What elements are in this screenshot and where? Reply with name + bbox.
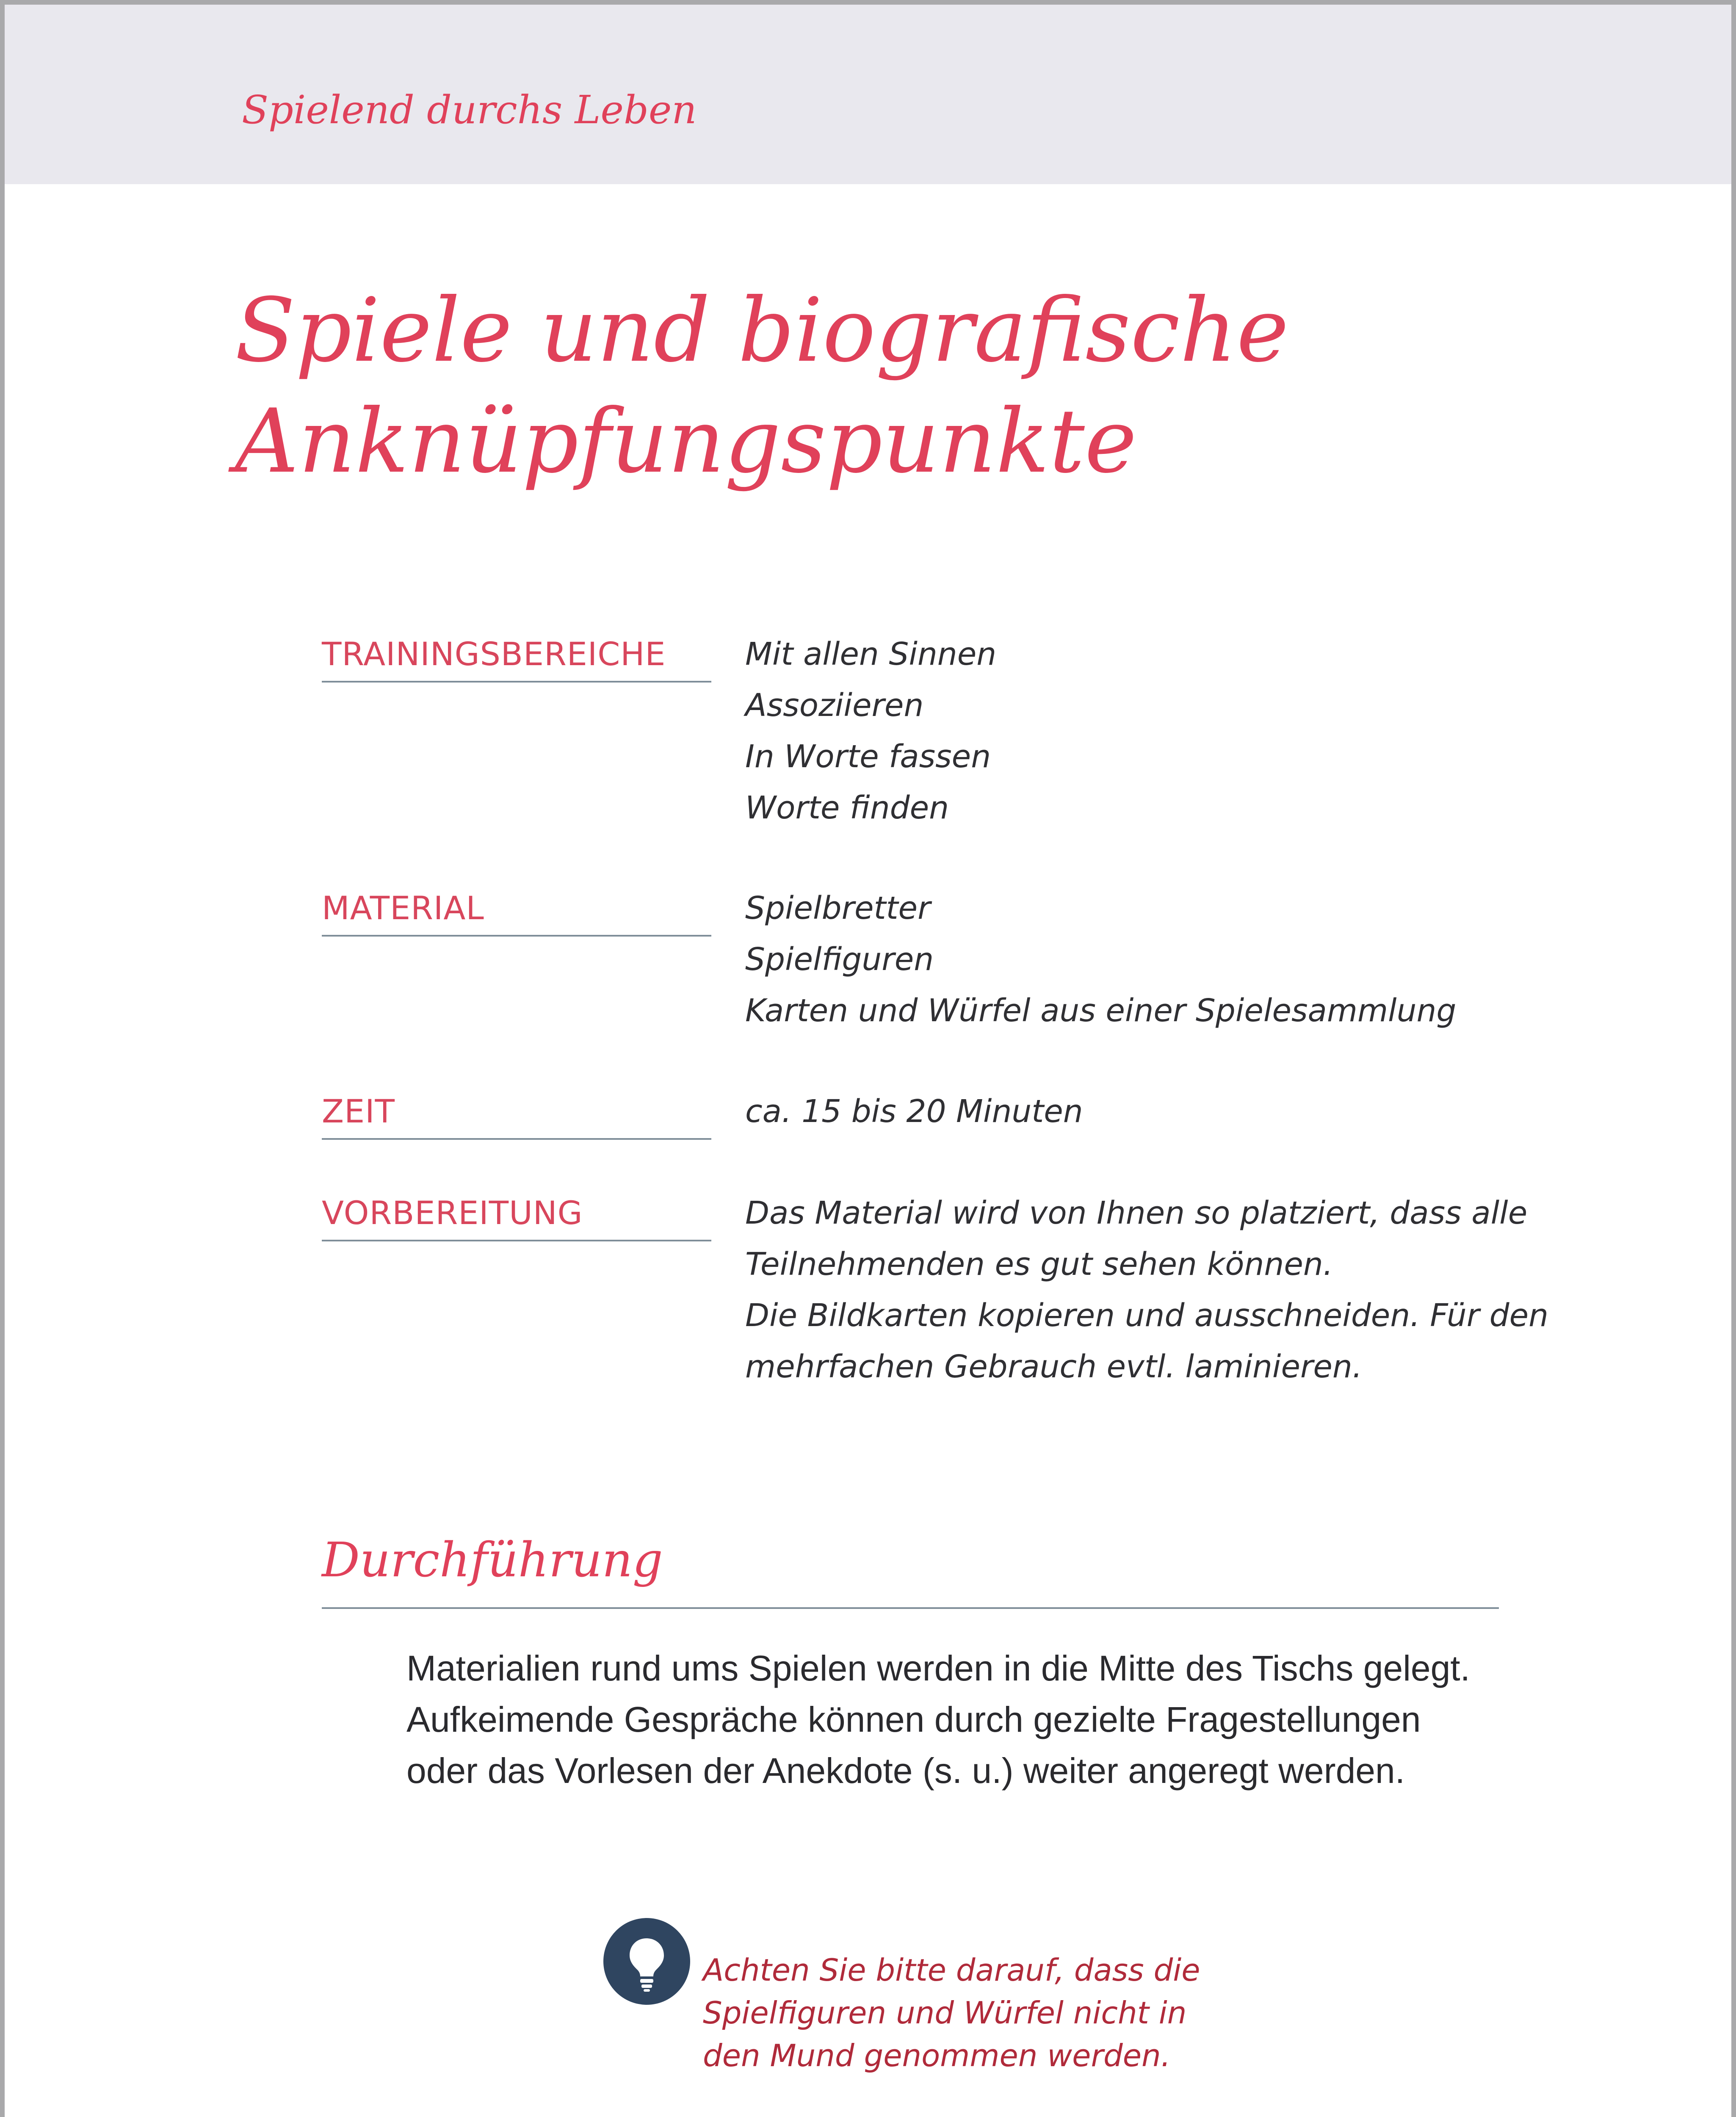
info-label-material: MATERIAL <box>322 889 711 937</box>
procedure-line: Aufkeimende Gespräche können durch gezielte Fragestellungen <box>406 1700 1421 1739</box>
info-values-material <box>745 883 1550 1036</box>
info-values-preparation <box>745 1188 1550 1393</box>
info-value: Assoziieren <box>745 687 924 724</box>
tip-text <box>703 1949 1338 2077</box>
info-value: In Worte fassen <box>745 738 991 775</box>
page-title <box>235 275 1548 497</box>
info-value: Das Material wird von Ihnen so platziert, dass alle <box>745 1195 1528 1231</box>
procedure-line: oder das Vorlesen der Anekdote (s. u.) weiter angeregt werden. <box>406 1751 1405 1791</box>
page-title-line: Anknüpfungspunkte <box>235 390 1137 493</box>
procedure-line: Materialien rund ums Spielen werden in die Mitte des Tischs gelegt. <box>406 1648 1470 1688</box>
info-values-training <box>745 629 1550 834</box>
info-value: Spielfiguren <box>745 941 934 978</box>
tip-line: den Mund genommen werden. <box>703 2038 1171 2073</box>
page-title-line: Spiele und biografische <box>235 279 1289 382</box>
info-label-training: TRAININGSBEREICHE <box>322 635 711 683</box>
info-label-time: ZEIT <box>322 1092 711 1140</box>
info-label-preparation: VORBEREITUNG <box>322 1194 711 1241</box>
header-band <box>5 5 1731 184</box>
info-value: mehrfachen Gebrauch evtl. laminieren. <box>745 1349 1363 1385</box>
info-value: ca. 15 bis 20 Minuten <box>745 1093 1083 1130</box>
tip-line: Achten Sie bitte darauf, dass die <box>703 1952 1200 1988</box>
info-value: Karten und Würfel aus einer Spielesammlung <box>745 992 1457 1029</box>
info-value: Worte finden <box>745 790 949 826</box>
info-value: Die Bildkarten kopieren und ausschneiden. Für den <box>745 1297 1549 1334</box>
tip-line: Spielfiguren und Würfel nicht in <box>703 1995 1187 2031</box>
info-value: Spielbretter <box>745 890 931 926</box>
header-title: Spielend durchs Leben <box>242 87 697 133</box>
lightbulb-icon <box>603 1918 690 2005</box>
info-value: Mit allen Sinnen <box>745 636 997 672</box>
section-heading-procedure: Durchführung <box>322 1526 1499 1609</box>
procedure-text <box>406 1643 1529 1796</box>
info-values-time <box>745 1086 1550 1137</box>
info-value: Teilnehmenden es gut sehen können. <box>745 1246 1333 1282</box>
